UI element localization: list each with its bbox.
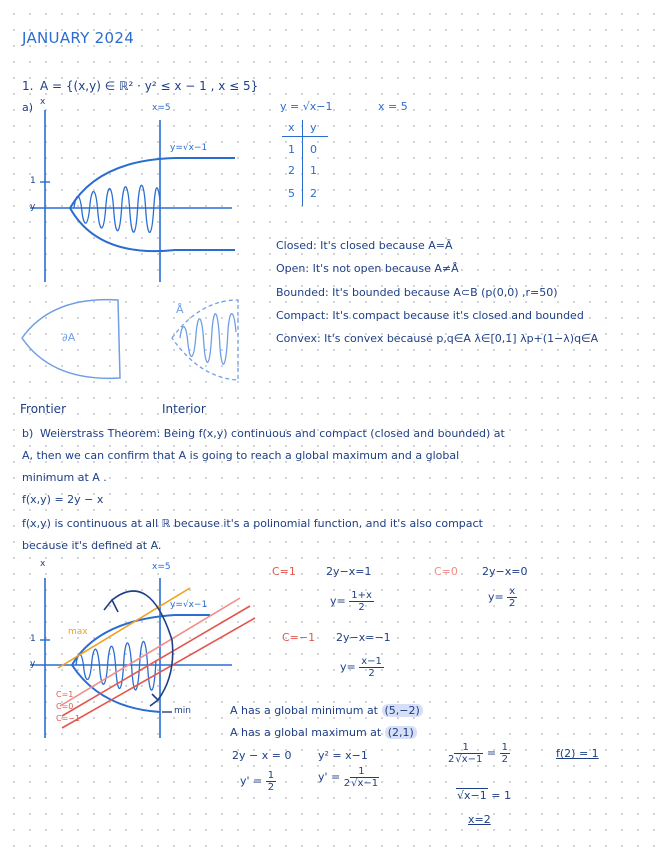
interior-caption: Interior (162, 402, 206, 416)
frontier-caption: Frontier (20, 402, 67, 416)
calc-curve-eq: y² = x−1 (318, 749, 368, 762)
max-arrow (104, 600, 118, 612)
level-c1-eq: 2y−x=1 (326, 565, 372, 578)
graph1-curve-label: y=√x−1 (170, 143, 208, 153)
graph1-tick-1: 1 (30, 176, 36, 186)
calc-sqrt-eq: √x−1 = 1 (457, 789, 511, 802)
graph1 (30, 110, 235, 282)
paragraph-line: Weierstrass Theorem: Being f(x,y) continuous and compact (closed and bounded) at (40, 427, 505, 440)
level-c0-y: y= $\frac{x}{2}$ (488, 586, 516, 609)
table-cell: 2 (310, 187, 317, 200)
global-min-point: (5,−2) (382, 704, 423, 717)
level-c0-eq: 2y−x=0 (482, 565, 528, 578)
part-a-label: a) (22, 101, 34, 114)
global-max-statement: A has a global maximum at (2,1) (230, 727, 417, 739)
min-label: min (174, 706, 191, 716)
property-compact: Compact: It's compact because it's closed and bounded (276, 309, 584, 322)
paragraph-line: minimum at A . (22, 471, 107, 484)
property-bounded: Bounded: It's bounded because A⊂B (p(0,0) ,r=50) (276, 286, 558, 299)
interior-shading (180, 314, 236, 365)
problem-number: 1. (22, 79, 34, 93)
graph1-y-label: y (30, 202, 36, 212)
table-col-x: x (288, 121, 295, 134)
problem-set: A = {(x,y) ∈ ℝ² · y² ≤ x − 1 , x ≤ 5} (40, 79, 259, 93)
calc-equality: $\frac{1}{2√x-1}$ = $\frac{1}{2}$ (448, 742, 509, 765)
graph1-shading (74, 185, 160, 232)
level-c0-label: C=0 (434, 565, 458, 578)
c-label: C=1 (56, 690, 74, 699)
table-eq: y = √x−1 (280, 100, 333, 113)
level-line-c0 (60, 598, 240, 706)
table-cell: 0 (310, 143, 317, 156)
table-cell: 2 (288, 164, 295, 177)
frontier-symbol: ∂A (62, 331, 76, 344)
calc-line-eq: 2y − x = 0 (232, 749, 292, 762)
paragraph-line: A, then we can confirm that A is going to reach a global maximum and a global (22, 449, 460, 462)
level-c1-label: C=1 (272, 565, 296, 578)
c-label: C=0 (56, 702, 74, 711)
level-cm1-eq: 2y−x=−1 (336, 631, 391, 644)
table-cell: 1 (288, 143, 295, 156)
table-col-y: y (310, 121, 317, 134)
table-cell: 5 (288, 187, 295, 200)
property-open: Open: It's not open because A≠Å (276, 262, 459, 275)
graph1-lower-curve (70, 208, 235, 251)
graph2-y-label: y (30, 659, 36, 669)
graph2-vline-label: x=5 (152, 562, 171, 572)
global-max-point: (2,1) (385, 726, 417, 739)
calc-yp1: y' = $\frac{1}{2}$ (240, 770, 275, 793)
graph2-curve-label: y=√x−1 (170, 600, 208, 610)
table-line-eq: x = 5 (378, 100, 408, 113)
calc-yp2: y' = $\frac{1}{2√x-1}$ (318, 766, 379, 789)
page-date: JANUARY 2024 (22, 29, 135, 47)
paragraph-line: because it's defined at A. (22, 539, 162, 552)
level-c1-y: y= $\frac{1+x}{2}$ (330, 590, 372, 613)
interior-symbol: Å (176, 303, 184, 316)
graph1-x-axis-label: x (40, 97, 46, 107)
calc-f-result: f(2) = 1 (556, 747, 599, 760)
part-b-label: b) (22, 427, 34, 440)
level-cm1-y: y= $\frac{x-1}{2}$ (340, 656, 382, 679)
property-convex: Convex: It's convex because p,q∈A λ∈[0,1] λp+(1−λ)q∈A (276, 332, 599, 345)
c-label: C=−1 (56, 714, 81, 723)
graph2-x-axis-label: x (40, 559, 46, 569)
level-cm1-label: C=−1 (282, 631, 316, 644)
graph1-vline-label: x=5 (152, 103, 171, 113)
function-def: f(x,y) = 2y − x (22, 493, 104, 506)
max-label: max (68, 627, 88, 637)
table-cell: 1 (310, 164, 317, 177)
min-arrow (150, 694, 158, 706)
property-closed: Closed: It's closed because A=Ā (276, 239, 453, 252)
graph1-upper-curve (70, 158, 235, 208)
graph2-tick-1: 1 (30, 634, 36, 644)
global-min-statement: A has a global minimum at (5,−2) (230, 705, 423, 717)
level-line-cm1a (62, 606, 250, 716)
calc-x-result: x=2 (468, 813, 491, 826)
paragraph-line: f(x,y) is continuous at all ℝ because it's a polinomial function, and it's also compact (22, 517, 483, 530)
